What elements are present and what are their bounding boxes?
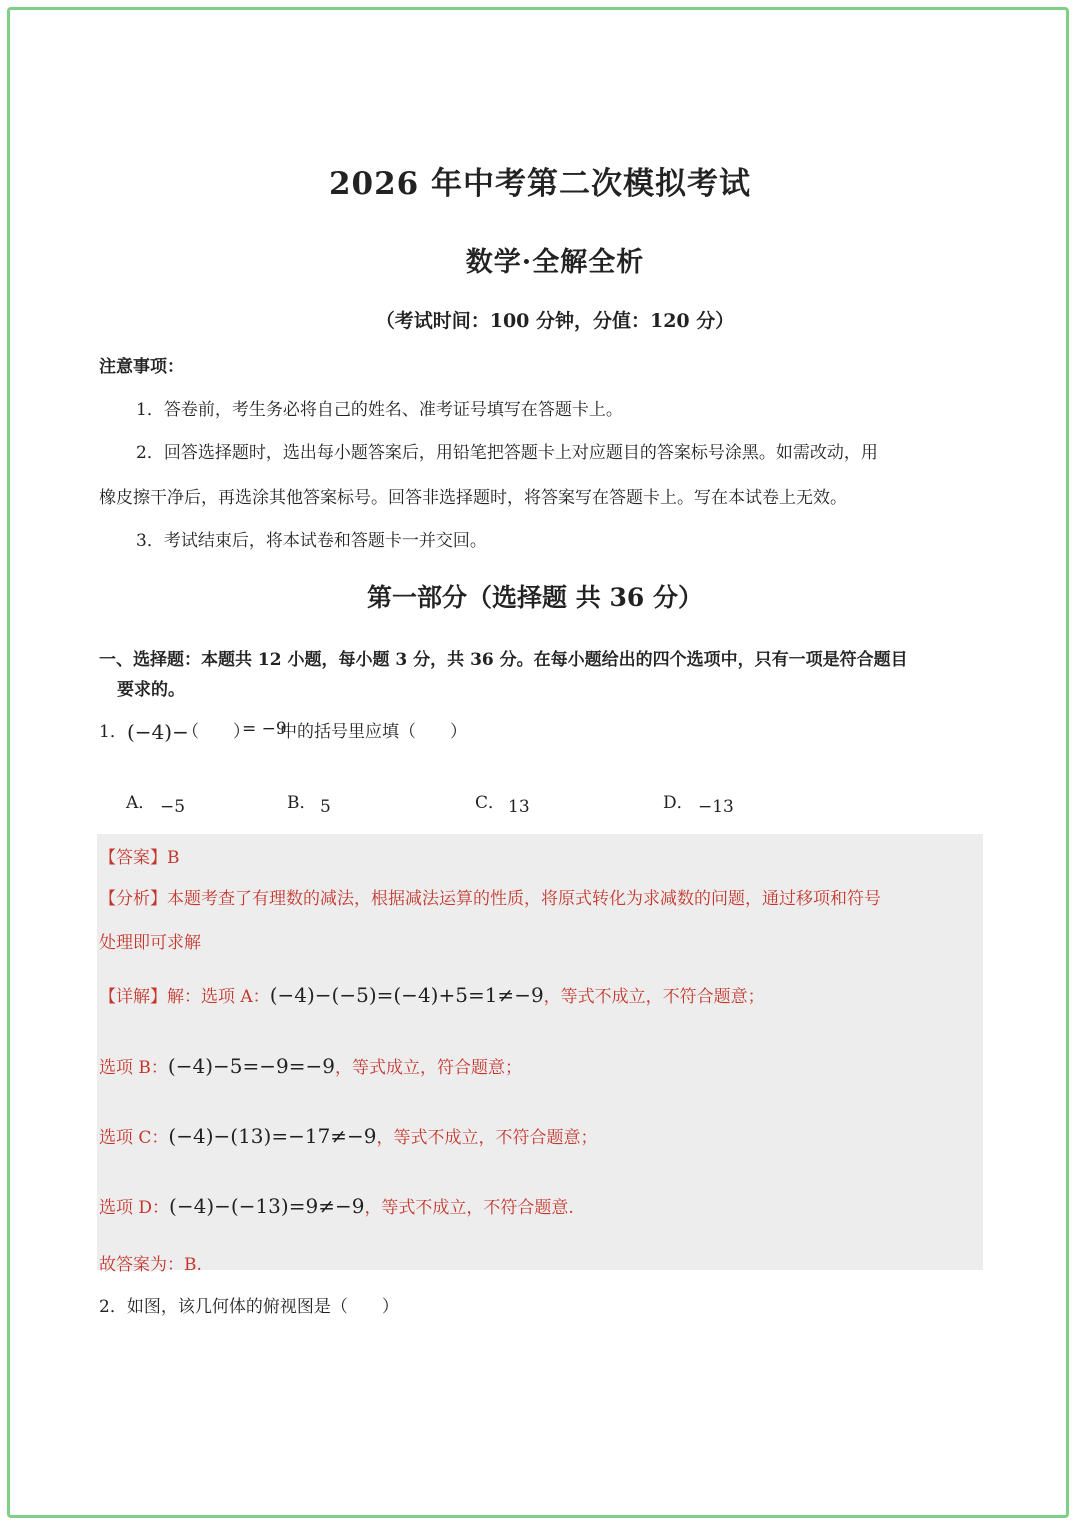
section-instructions-line-2: 要求的。 xyxy=(117,680,185,700)
question-1-text: 中的括号里应填（ ） xyxy=(280,722,467,742)
option-a-value: −5 xyxy=(160,797,186,817)
analysis-text-1: 本题考查了有理数的减法，根据减法运算的性质，将原式转化为求减数的问题，通过移项和符号 xyxy=(167,889,881,909)
option-c-letter: C． xyxy=(475,793,506,813)
question-1-expr-left: (−4)− xyxy=(127,720,189,744)
option-c-expression: (−4)−(13)=−17≠−9 xyxy=(168,1124,377,1148)
option-b-value: 5 xyxy=(320,797,331,817)
option-c-text: ，等式不成立，不符合题意； xyxy=(376,1128,598,1148)
part-title: 第一部分（选择题 共 36 分） xyxy=(367,583,703,612)
analysis-line-2: 处理即可求解 xyxy=(99,933,201,953)
option-d-label: 选项 D： xyxy=(99,1198,170,1218)
option-b-expression: (−4)−5=−9=−9 xyxy=(167,1054,335,1078)
detail-a-expression: (−4)−(−5)=(−4)+5=1≠−9 xyxy=(269,983,544,1007)
analysis-label: 【分析】 xyxy=(99,889,167,909)
detail-option-c xyxy=(99,1123,598,1148)
note-item-2-line-2: 橡皮擦干净后，再选涂其他答案标号。回答非选择题时，将答案写在答题卡上。写在本试卷上无效。 xyxy=(99,488,847,508)
page-title: 2026 年中考第二次模拟考试 xyxy=(328,166,752,202)
option-d-value: −13 xyxy=(698,797,734,817)
question-2-text: 2．如图，该几何体的俯视图是（ ） xyxy=(99,1297,399,1317)
option-d-letter: D． xyxy=(663,793,694,813)
page-subtitle: 数学·全解全析 xyxy=(465,247,645,278)
detail-label: 【详解】 xyxy=(99,987,167,1007)
option-b-letter: B． xyxy=(287,793,317,813)
answer-label: 【答案】 xyxy=(99,848,167,868)
option-b-label: 选项 B： xyxy=(99,1058,168,1078)
analysis-line-1 xyxy=(99,884,881,909)
detail-prefix: 解：选项 A： xyxy=(167,987,270,1007)
note-item-2-line-1: 2．回答选择题时，选出每小题答案后，用铅笔把答题卡上对应题目的答案标号涂黑。如需改动，用 xyxy=(136,443,878,463)
answer-conclusion: 故答案为：B. xyxy=(99,1255,202,1275)
answer-line xyxy=(99,843,180,868)
option-a-letter: A． xyxy=(126,793,156,813)
detail-option-a xyxy=(99,982,765,1007)
note-item-1: 1．答卷前，考生务必将自己的姓名、准考证号填写在答题卡上。 xyxy=(136,400,623,420)
notes-heading: 注意事项： xyxy=(99,357,184,377)
answer-value: B xyxy=(167,848,180,868)
exam-info: （考试时间：100 分钟，分值：120 分） xyxy=(375,310,735,332)
question-1-number: 1． xyxy=(99,722,127,742)
option-d-expression: (−4)−(−13)=9≠−9 xyxy=(169,1194,365,1218)
section-instructions-line-1: 一、选择题：本题共 12 小题，每小题 3 分，共 36 分。在每小题给出的四个选项中，只有一项是符合题目 xyxy=(99,650,908,670)
option-b-text: ，等式成立，符合题意； xyxy=(334,1058,522,1078)
note-item-3: 3．考试结束后，将本试卷和答题卡一并交回。 xyxy=(136,531,487,551)
detail-option-b xyxy=(99,1053,522,1078)
detail-option-d xyxy=(99,1193,574,1218)
option-d-text: ，等式不成立，不符合题意. xyxy=(364,1198,574,1218)
detail-a-text: ，等式不成立，不符合题意； xyxy=(543,987,765,1007)
question-1-blank: （ ） xyxy=(182,722,250,742)
option-c-value: 13 xyxy=(508,797,530,817)
question-1-expr-right: = −9 xyxy=(242,719,287,739)
option-c-label: 选项 C： xyxy=(99,1128,169,1148)
